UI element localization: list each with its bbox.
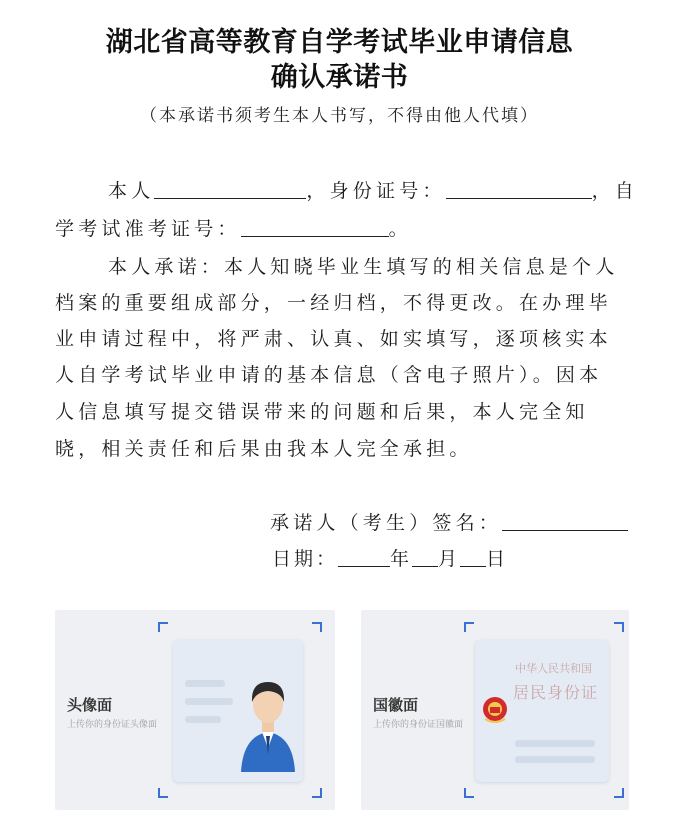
date-line bbox=[272, 544, 508, 571]
identity-line-1 bbox=[108, 176, 638, 203]
placeholder-bar bbox=[515, 740, 595, 747]
card-hint: 上传你的身份证国徽面 bbox=[373, 720, 464, 730]
day-label: 日 bbox=[486, 548, 509, 570]
identity-label-id: ，身份证号： bbox=[306, 180, 446, 202]
placeholder-bar bbox=[515, 756, 595, 763]
id-card-title-large: 居民身份证 bbox=[513, 683, 599, 702]
promise-line: 人自学考试毕业申请的基本信息（含电子照片）。因本 bbox=[55, 364, 603, 386]
promise-line: 本人承诺：本人知晓毕业生填写的相关信息是个人 bbox=[108, 256, 619, 278]
upload-frame-corner-icon bbox=[464, 788, 474, 798]
upload-frame-corner-icon bbox=[614, 788, 624, 798]
year-label: 年 bbox=[390, 548, 413, 570]
identity-end: 。 bbox=[388, 218, 412, 240]
identity-label-self: ，自 bbox=[591, 180, 639, 202]
upload-frame-corner-icon bbox=[614, 622, 624, 632]
person-avatar-icon bbox=[237, 662, 299, 772]
month-label: 月 bbox=[438, 548, 461, 570]
identity-label-exam-no: 学考试准考证号： bbox=[55, 218, 241, 240]
promise-line: 档案的重要组成部分，一经归档，不得更改。在办理毕 bbox=[55, 292, 612, 314]
upload-frame-corner-icon bbox=[464, 622, 474, 632]
year-blank[interactable] bbox=[338, 548, 390, 567]
day-blank[interactable] bbox=[460, 548, 486, 567]
placeholder-bar bbox=[185, 698, 233, 705]
upload-frame-corner-icon bbox=[312, 788, 322, 798]
placeholder-bar bbox=[185, 716, 221, 723]
month-blank[interactable] bbox=[412, 548, 438, 567]
upload-frame-corner-icon bbox=[158, 788, 168, 798]
card-hint: 上传你的身份证头像面 bbox=[67, 720, 158, 730]
exam-number-blank[interactable] bbox=[241, 218, 389, 237]
placeholder-bar bbox=[185, 680, 225, 687]
id-card-front-upload[interactable] bbox=[55, 610, 335, 810]
title-line-1: 湖北省高等教育自学考试毕业申请信息 bbox=[105, 27, 574, 58]
card-label: 头像面 bbox=[67, 696, 113, 714]
signature-line bbox=[270, 508, 628, 535]
id-card-front-illustration bbox=[173, 640, 303, 782]
promise-line: 晓，相关责任和后果由我本人完全承担。 bbox=[55, 438, 473, 460]
promise-line: 业申请过程中，将严肃、认真、如实填写，逐项核实本 bbox=[55, 328, 612, 350]
identity-label-name: 本人 bbox=[108, 180, 155, 202]
card-label: 国徽面 bbox=[373, 696, 419, 714]
subtitle: （本承诺书须考生本人书写，不得由他人代填） bbox=[140, 106, 539, 126]
upload-frame-corner-icon bbox=[158, 622, 168, 632]
promise-line: 人信息填写提交错误带来的问题和后果，本人完全知 bbox=[55, 401, 589, 423]
identity-line-2 bbox=[55, 214, 412, 241]
signature-label: 承诺人（考生）签名： bbox=[270, 512, 503, 534]
upload-frame-corner-icon bbox=[312, 622, 322, 632]
national-emblem-icon bbox=[481, 695, 509, 725]
id-number-blank[interactable] bbox=[446, 180, 592, 199]
date-label: 日期： bbox=[272, 548, 339, 570]
id-card-title-small: 中华人民共和国 bbox=[515, 662, 592, 675]
id-card-back-upload[interactable] bbox=[361, 610, 629, 810]
title-line-2: 确认承诺书 bbox=[270, 62, 409, 93]
signature-blank[interactable] bbox=[502, 512, 628, 531]
name-blank[interactable] bbox=[154, 180, 306, 199]
